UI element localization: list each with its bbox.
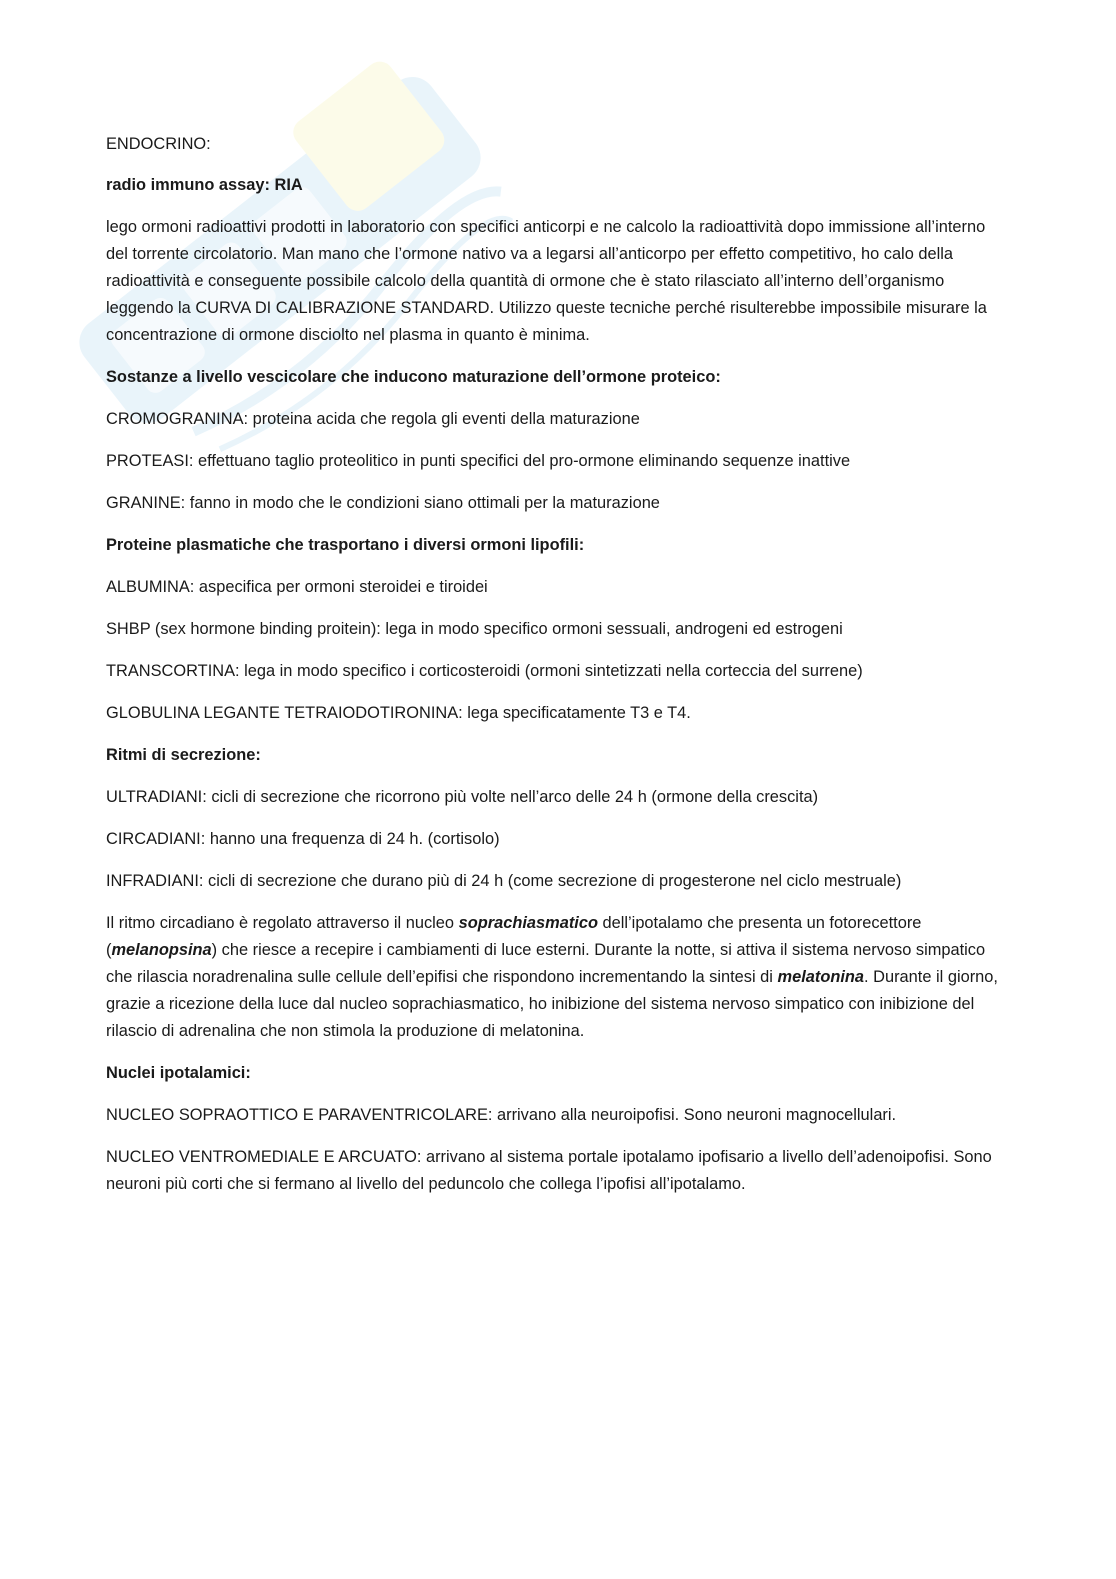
section-heading-ritmi: Ritmi di secrezione: (106, 746, 261, 764)
list-item-proteasi: PROTEASI: effettuano taglio proteolitico in punti specifici del pro-ormone eliminando sequenze inattive (106, 452, 851, 470)
term-melatonina: melatonina (777, 968, 865, 986)
text-segment: ) che riesce a recepire i cambiamenti di luce esterni. Durante la notte, si attiva il sistema nervoso simpatico che rilascia noradrenalina sulle cellule dell’epifisi che rispondono incrementando la sintesi di (106, 941, 986, 986)
text-segment: . Durante il giorno, grazie a ricezione della luce dal nucleo soprachiasmatico, ho inibizione del sistema nervoso simpatico con inibizione del rilascio di adrenalina che non stimola la produzione di melatonina. (106, 968, 998, 1040)
list-item-globulina: GLOBULINA LEGANTE TETRAIODOTIRONINA: lega specificatamente T3 e T4. (106, 704, 691, 722)
list-item-sopraottico: NUCLEO SOPRAOTTICO E PARAVENTRICOLARE: arrivano alla neuroipofisi. Sono neuroni magnocellulari. (106, 1106, 897, 1124)
text-segment: Il ritmo circadiano è regolato attraverso il nucleo (106, 914, 459, 932)
paragraph-ritmo-circadiano (106, 910, 1006, 1045)
document-body (106, 131, 1006, 1213)
list-item-infradiani: INFRADIANI: cicli di secrezione che durano più di 24 h (come secrezione di progesterone nel ciclo mestruale) (106, 872, 902, 890)
text-segment: dell’ipotalamo che presenta un fotorecettore ( (106, 914, 922, 959)
list-item-granine: GRANINE: fanno in modo che le condizioni siano ottimali per la maturazione (106, 494, 660, 512)
list-item-ultradiani: ULTRADIANI: cicli di secrezione che ricorrono più volte nell’arco delle 24 h (ormone della crescita) (106, 788, 819, 806)
paragraph-ria: lego ormoni radioattivi prodotti in laboratorio con specifici anticorpi e ne calcolo la radioattività dopo immissione all’interno del torrente circolatorio. Man mano che l’ormone nativo va a legarsi all’anticorpo per effetto competitivo, ho calo della radioattività e conseguente possibile calcolo della quantità di ormone che è stato rilasciato all’interno dell’organismo leggendo la CURVA DI CALIBRAZIONE STANDARD. Utilizzo queste tecniche perché risulterebbe impossibile misurare la concentrazione di ormone disciolto nel plasma in quanto è minima. (106, 218, 987, 344)
section-heading-plasmatiche: Proteine plasmatiche che trasportano i diversi ormoni lipofili: (106, 536, 585, 554)
list-item-ventromediale: NUCLEO VENTROMEDIALE E ARCUATO: arrivano al sistema portale ipotalamo ipofisario a livello dell’adenoipofisi. Sono neuroni più corti che si fermano al livello del peduncolo che collega l’ipofisi all’ipotalamo. (106, 1148, 992, 1193)
list-item-circadiani: CIRCADIANI: hanno una frequenza di 24 h. (cortisolo) (106, 830, 500, 848)
term-soprachiasmatico: soprachiasmatico (458, 914, 598, 932)
list-item-cromogranina: CROMOGRANINA: proteina acida che regola gli eventi della maturazione (106, 410, 640, 428)
document-title: ENDOCRINO: (106, 135, 211, 153)
section-heading-nuclei: Nuclei ipotalamici: (106, 1064, 251, 1082)
list-item-transcortina: TRANSCORTINA: lega in modo specifico i corticosteroidi (ormoni sintetizzati nella corteccia del surrene) (106, 662, 863, 680)
section-heading-ria: radio immuno assay: RIA (106, 176, 303, 194)
section-heading-vescicolari: Sostanze a livello vescicolare che inducono maturazione dell’ormone proteico: (106, 368, 721, 386)
list-item-albumina: ALBUMINA: aspecifica per ormoni steroidei e tiroidei (106, 578, 488, 596)
term-melanopsina: melanopsina (111, 941, 212, 959)
list-item-shbp: SHBP (sex hormone binding proitein): lega in modo specifico ormoni sessuali, androgeni ed estrogeni (106, 620, 843, 638)
